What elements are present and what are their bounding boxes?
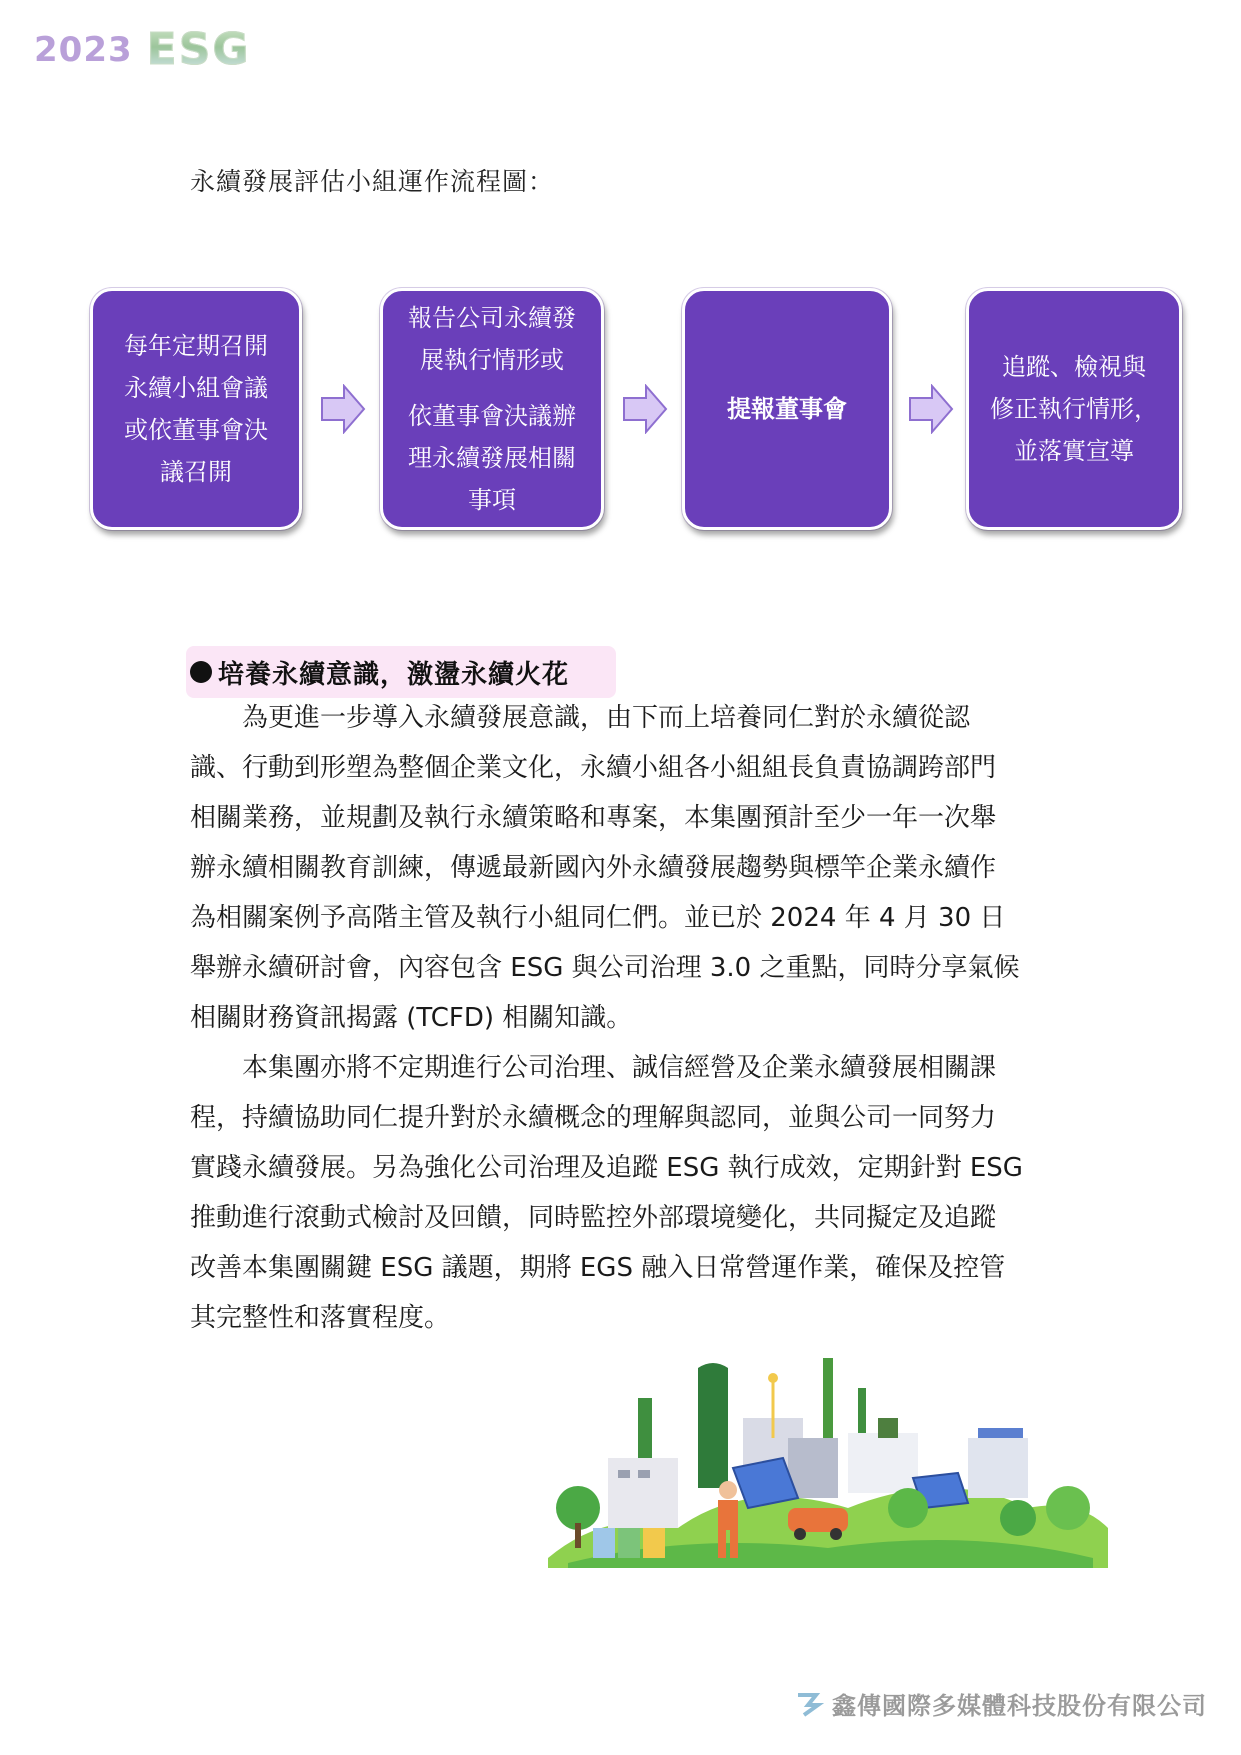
flow-step-3	[682, 288, 892, 530]
flow-step-2-line: 依董事會決議辦	[408, 402, 576, 430]
paragraph-line: 識、行動到形塑為整個企業文化，永續小組各小組組長負責協調跨部門	[190, 753, 997, 783]
paragraph-line: 相關業務，並規劃及執行永續策略和專案，本集團預計至少一年一次舉	[190, 803, 997, 833]
flow-step-4-line: 追蹤、檢視與	[1002, 353, 1146, 381]
paragraph-2	[190, 1043, 1110, 1343]
flow-step-1-line: 或依董事會決	[124, 416, 268, 444]
bullet-icon	[190, 661, 212, 683]
section-heading	[186, 646, 616, 698]
paragraph-line: 本集團亦將不定期進行公司治理、誠信經營及企業永續發展相關課	[242, 1053, 997, 1083]
flow-arrow-1-icon	[320, 384, 366, 434]
company-logo-icon	[796, 1691, 824, 1717]
flow-step-2-line: 報告公司永續發	[408, 304, 576, 332]
page-footer	[796, 1686, 1207, 1721]
flow-step-3-line: 提報董事會	[727, 395, 847, 423]
company-name: 鑫傳國際多媒體科技股份有限公司	[832, 1692, 1207, 1720]
flow-step-1-line: 永續小組會議	[124, 374, 268, 402]
flow-step-4	[966, 288, 1182, 530]
section-heading-text: 培養永續意識，激盪永續火花	[218, 659, 570, 690]
paragraph-line: 舉辦永續研討會，內容包含 ESG 與公司治理 3.0 之重點，同時分享氣候	[190, 953, 1020, 983]
green-city-illustration	[548, 1358, 1108, 1568]
paragraph-line: 改善本集團關鍵 ESG 議題，期將 EGS 融入日常營運作業，確保及控管	[190, 1253, 1006, 1283]
flow-step-2-line: 理永續發展相關	[408, 444, 576, 472]
esg-logo: ESG	[146, 24, 251, 75]
flow-step-1-line: 每年定期召開	[124, 332, 268, 360]
flow-step-2-line: 事項	[468, 486, 516, 514]
flow-step-4-line: 並落實宣導	[1014, 437, 1134, 465]
paragraph-line: 為相關案例予高階主管及執行小組同仁們。並已於 2024 年 4 月 30 日	[190, 903, 1006, 933]
flow-arrow-2-icon	[622, 384, 668, 434]
paragraph-1	[190, 693, 1110, 1043]
flow-arrow-3-icon	[908, 384, 954, 434]
paragraph-line: 實踐永續發展。另為強化公司治理及追蹤 ESG 執行成效，定期針對 ESG	[190, 1153, 1023, 1183]
flow-step-4-line: 修正執行情形，	[990, 395, 1158, 423]
paragraph-line: 程，持續協助同仁提升對於永續概念的理解與認同，並與公司一同努力	[190, 1103, 997, 1133]
paragraph-line: 其完整性和落實程度。	[190, 1303, 451, 1333]
page-header	[34, 24, 251, 75]
paragraph-line: 推動進行滾動式檢討及回饋，同時監控外部環境變化，共同擬定及追蹤	[190, 1203, 997, 1233]
flow-step-1	[90, 288, 302, 530]
flow-step-1-line: 議召開	[160, 458, 232, 486]
paragraph-line: 辦永續相關教育訓練，傳遞最新國內外永續發展趨勢與標竿企業永續作	[190, 853, 997, 883]
flow-step-2	[380, 288, 604, 530]
flow-step-2-line: 展執行情形或	[420, 346, 564, 374]
paragraph-line: 相關財務資訊揭露 (TCFD) 相關知識。	[190, 1003, 633, 1033]
paragraph-line: 為更進一步導入永續發展意識，由下而上培養同仁對於永續從認	[242, 703, 971, 733]
flowchart-title: 永續發展評估小組運作流程圖：	[190, 167, 555, 196]
report-year: 2023	[34, 29, 133, 70]
